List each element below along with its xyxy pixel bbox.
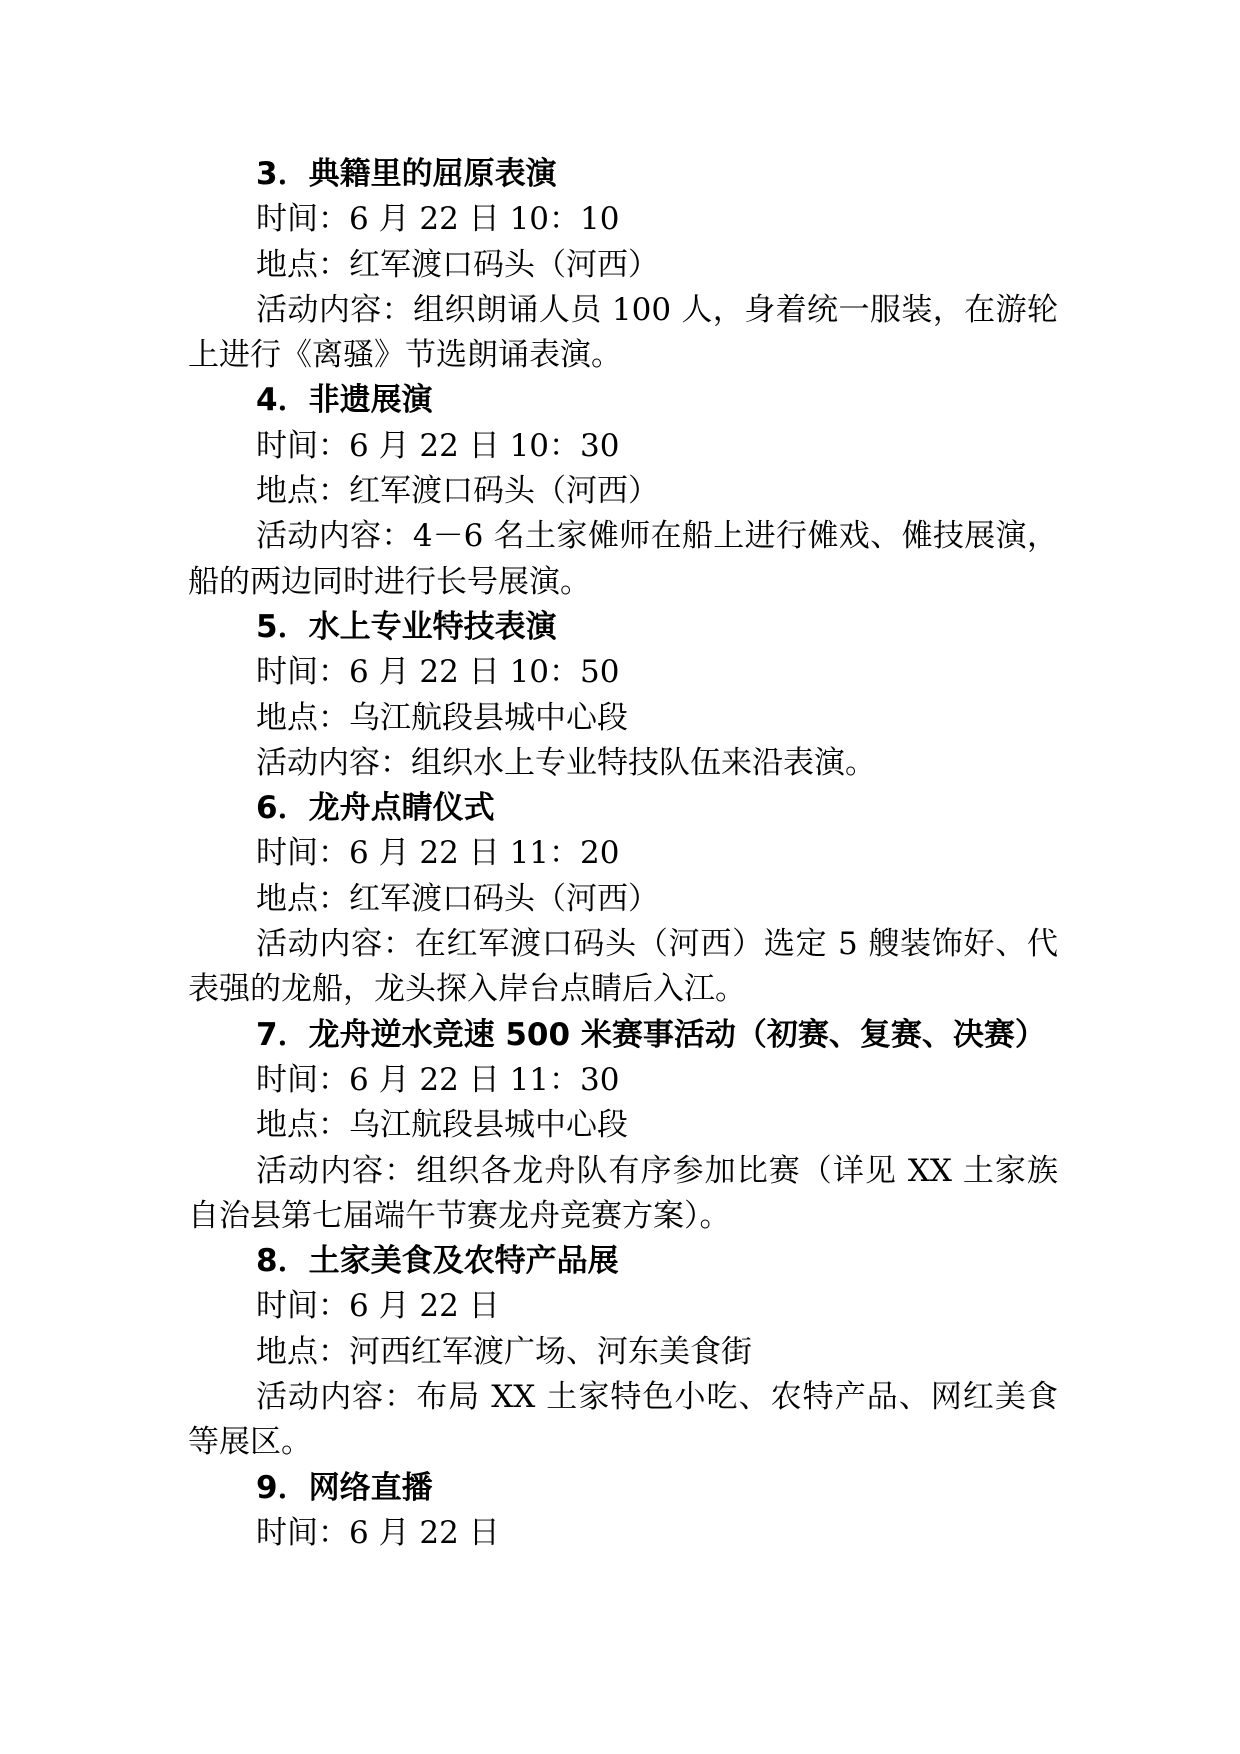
content-line-6: 活动内容：在红军渡口码头（河西）选定 5 艘装饰好、代表强的龙船，龙头探入岸台点睛后入江。 — [188, 926, 1058, 1008]
time-line-6: 时间：6 月 22 日 11：20 — [256, 835, 620, 872]
section-heading-6: 6．龙舟点睛仪式 — [256, 790, 495, 827]
time-line-3: 时间：6 月 22 日 10：10 — [256, 201, 620, 238]
location-line-7: 地点：乌江航段县城中心段 — [256, 1107, 628, 1144]
document-body — [188, 152, 1058, 1556]
content-line-8: 活动内容：布局 XX 土家特色小吃、农特产品、网红美食等展区。 — [188, 1379, 1058, 1461]
time-line-8: 时间：6 月 22 日 — [256, 1288, 500, 1325]
content-line-4: 活动内容：4－6 名土家傩师在船上进行傩戏、傩技展演，船的两边同时进行长号展演。 — [188, 518, 1058, 600]
section-heading-4: 4．非遗展演 — [256, 382, 433, 419]
location-line-4: 地点：红军渡口码头（河西） — [256, 473, 659, 510]
section-heading-8: 8．土家美食及农特产品展 — [256, 1243, 619, 1280]
section-heading-7: 7．龙舟逆水竞速 500 米赛事活动（初赛、复赛、决赛） — [256, 1016, 1046, 1053]
content-line-7: 活动内容：组织各龙舟队有序参加比赛（详见 XX 土家族自治县第七届端午节赛龙舟竞赛方案）。 — [188, 1152, 1058, 1234]
location-line-8: 地点：河西红军渡广场、河东美食街 — [256, 1333, 752, 1370]
content-line-5: 活动内容：组织水上专业特技队伍来沿表演。 — [256, 744, 876, 781]
section-heading-5: 5．水上专业特技表演 — [256, 608, 557, 645]
section-heading-9: 9．网络直播 — [256, 1469, 433, 1506]
time-line-4: 时间：6 月 22 日 10：30 — [256, 427, 620, 464]
time-line-5: 时间：6 月 22 日 10：50 — [256, 654, 620, 691]
location-line-5: 地点：乌江航段县城中心段 — [256, 699, 628, 736]
section-heading-3: 3．典籍里的屈原表演 — [256, 156, 557, 192]
content-line-3: 活动内容：组织朗诵人员 100 人，身着统一服装，在游轮上进行《离骚》节选朗诵表演。 — [188, 291, 1058, 374]
location-line-6: 地点：红军渡口码头（河西） — [256, 880, 659, 917]
time-line-7: 时间：6 月 22 日 11：30 — [256, 1061, 620, 1098]
time-line-9: 时间：6 月 22 日 — [256, 1514, 500, 1551]
location-line-3: 地点：红军渡口码头（河西） — [256, 246, 659, 283]
